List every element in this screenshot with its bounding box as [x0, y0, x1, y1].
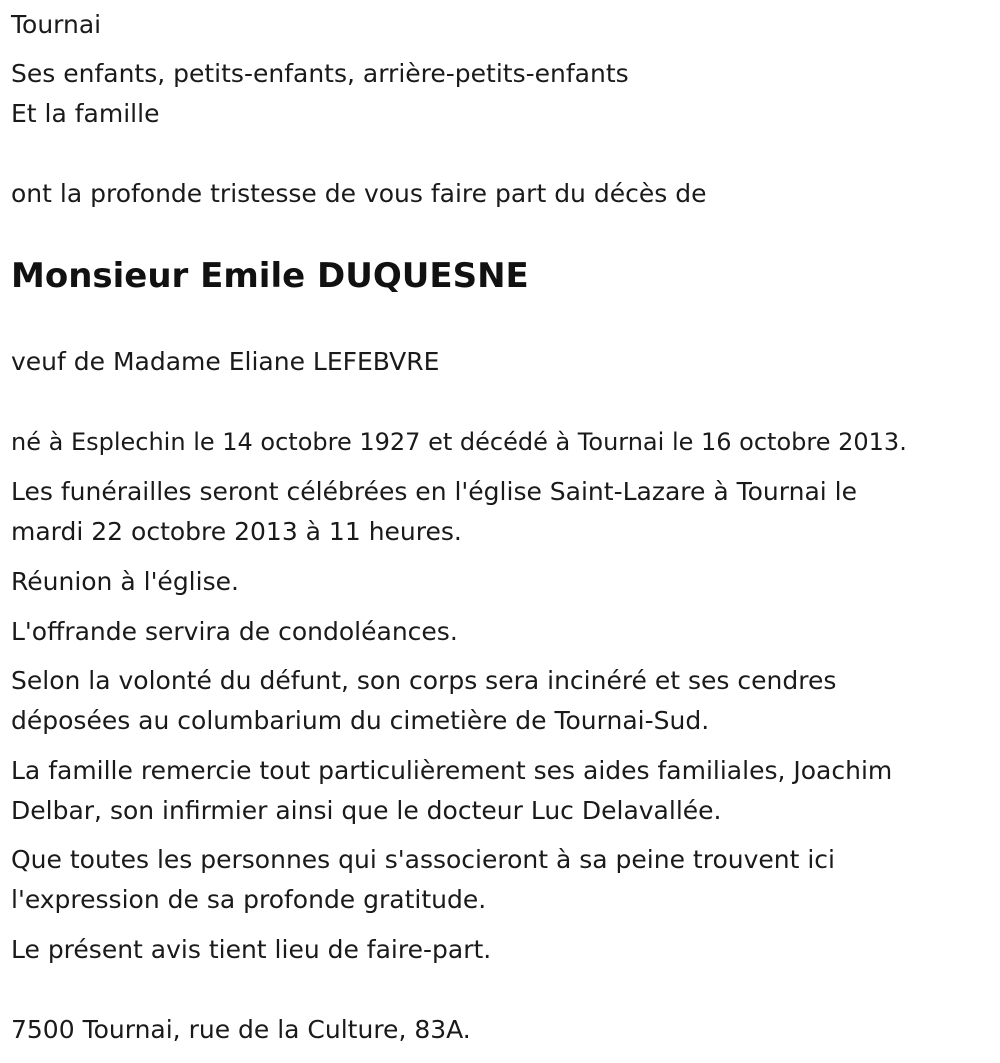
birth-death-text: né à Esplechin le 14 octobre 1927 et décédé à Tournai le 16 octobre 2013. — [11, 428, 907, 456]
cremation-line-2: déposées au columbarium du cimetière de Tournai-Sud. — [11, 706, 710, 735]
meeting-text: Réunion à l'église. — [11, 567, 239, 596]
intro-text: ont la profonde tristesse de vous faire part du décès de — [11, 179, 707, 208]
family-line-1: Ses enfants, petits-enfants, arrière-petits-enfants — [11, 59, 629, 88]
family-line-2: Et la famille — [11, 99, 160, 128]
gratitude-line-2: l'expression de sa profonde gratitude. — [11, 885, 487, 914]
deceased-name: Monsieur Emile DUQUESNE — [11, 256, 529, 296]
thanks-line-1: La famille remercie tout particulièrement ses aides familiales, Joachim — [11, 756, 893, 785]
offering-text: L'offrande servira de condoléances. — [11, 617, 458, 646]
city-heading: Tournai — [11, 10, 102, 39]
address-text: 7500 Tournai, rue de la Culture, 83A. — [11, 1015, 471, 1044]
spouse-text: veuf de Madame Eliane LEFEBVRE — [11, 347, 440, 376]
cremation-line-1: Selon la volonté du défunt, son corps sera incinéré et ses cendres — [11, 666, 837, 695]
funeral-line-1: Les funérailles seront célébrées en l'église Saint-Lazare à Tournai le — [11, 477, 857, 506]
funeral-line-2: mardi 22 octobre 2013 à 11 heures. — [11, 517, 462, 546]
notice-text: Le présent avis tient lieu de faire-part. — [11, 935, 492, 964]
gratitude-line-1: Que toutes les personnes qui s'associeront à sa peine trouvent ici — [11, 845, 835, 874]
thanks-line-2: Delbar, son infirmier ainsi que le docteur Luc Delavallée. — [11, 796, 722, 825]
